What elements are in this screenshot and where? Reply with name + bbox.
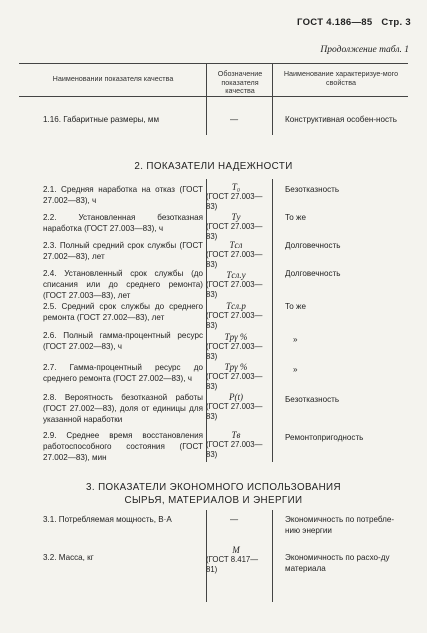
row-2-9-name: 2.9. Среднее время восстановления работоспособного состояния (ГОСТ 27.002—83), мин (43, 431, 203, 463)
row-3-2-property: Экономичность по расхо-ду материала (285, 553, 390, 574)
row-3-2-symbol: M (ГОСТ 8.417—81) (206, 545, 259, 574)
row-2-9-symbol: Tв (ГОСТ 27.003—83) (206, 430, 263, 459)
row-2-4-symbol: Tсл.у (ГОСТ 27.003—83) (206, 270, 263, 299)
row-2-8-property: Безотказность (285, 395, 340, 404)
row-3-2-name: 3.2. Масса, кг (43, 553, 94, 562)
row-3-1-symbol: — (230, 515, 239, 524)
row-1-16-name: 1.16. Габаритные размеры, мм (43, 115, 160, 124)
col-divider-2 (272, 63, 273, 135)
row-1-16-symbol: — (230, 115, 239, 124)
row-2-2-property: То же (285, 213, 306, 222)
section-2-title: 2. ПОКАЗАТЕЛИ НАДЕЖНОСТИ (134, 161, 293, 172)
row-2-6-symbol: Tрγ % (ГОСТ 27.003—83) (206, 332, 263, 361)
row-2-7-property: » (293, 365, 298, 374)
row-2-5-symbol: Tсл.р (ГОСТ 27.003—83) (206, 301, 263, 330)
row-2-3-property: Долговечность (285, 241, 341, 250)
table-top-rule (19, 63, 408, 64)
section-3-col-divider-2 (272, 510, 273, 602)
row-2-5-property: То же (285, 302, 306, 311)
page-number: Стр. 3 (381, 17, 411, 28)
row-2-1-symbol: T₀ (ГОСТ 27.003—83) (206, 182, 263, 211)
col-header-property: Наименование характеризуе-мого свойства (283, 69, 399, 87)
row-2-2-name: 2.2. Установленная безотказная наработка (ГОСТ 27.003—83), ч (43, 213, 203, 234)
table-continuation: Продолжение табл. 1 (320, 45, 409, 55)
col-header-name: Наименовании показателя качества (52, 74, 174, 83)
row-2-2-symbol: Tу (ГОСТ 27.003—83) (206, 212, 263, 241)
row-2-8-name: 2.8. Вероятность безотказной работы (ГОСТ 27.002—83), доля от единицы для указанной наработки (43, 393, 203, 425)
section-3-title-line1: 3. ПОКАЗАТЕЛИ ЭКОНОМНОГО ИСПОЛЬЗОВАНИЯ (86, 482, 341, 493)
row-2-6-property: » (293, 335, 298, 344)
row-3-1-property: Экономичность по потребле-нию энергии (285, 515, 395, 536)
row-2-3-symbol: Tсл (ГОСТ 27.003—83) (206, 240, 263, 269)
table-header-rule (19, 96, 408, 97)
row-2-1-property: Безотказность (285, 185, 340, 194)
row-2-8-symbol: P(t) (ГОСТ 27.003—83) (206, 392, 263, 421)
row-2-9-property: Ремонтопригодность (285, 433, 364, 442)
row-2-7-name: 2.7. Гамма-процентный ресурс до среднего ремонта (ГОСТ 27.002—83), ч (43, 363, 203, 384)
row-2-1-name: 2.1. Средняя наработка на отказ (ГОСТ 27.002—83), ч (43, 185, 203, 206)
row-2-4-name: 2.4. Установленный срок службы (до списания или до среднего ремонта) (ГОСТ 27.003—83), лет (43, 269, 203, 301)
row-1-16-property: Конструктивная особен-ность (285, 115, 397, 124)
row-2-5-name: 2.5. Средний срок службы до среднего ремонта (ГОСТ 27.002—83), лет (43, 302, 203, 323)
row-2-6-name: 2.6. Полный гамма-процентный ресурс (ГОСТ 27.002—83), ч (43, 331, 203, 352)
row-2-4-property: Долговечность (285, 269, 341, 278)
page-header (297, 17, 411, 28)
row-2-7-symbol: Tрγ % (ГОСТ 27.003—83) (206, 362, 263, 391)
row-3-1-name: 3.1. Потребляемая мощность, В·А (43, 515, 172, 524)
col-header-symbol: Обозначение показателя качества (217, 69, 263, 95)
row-2-3-name: 2.3. Полный средний срок службы (ГОСТ 27.002—83), лет (43, 241, 203, 262)
gost-number: ГОСТ 4.186—85 (297, 17, 373, 28)
section-2-col-divider-2 (272, 179, 273, 462)
col-divider-1 (206, 63, 207, 135)
section-3-title-line2: СЫРЬЯ, МАТЕРИАЛОВ И ЭНЕРГИИ (124, 495, 303, 506)
